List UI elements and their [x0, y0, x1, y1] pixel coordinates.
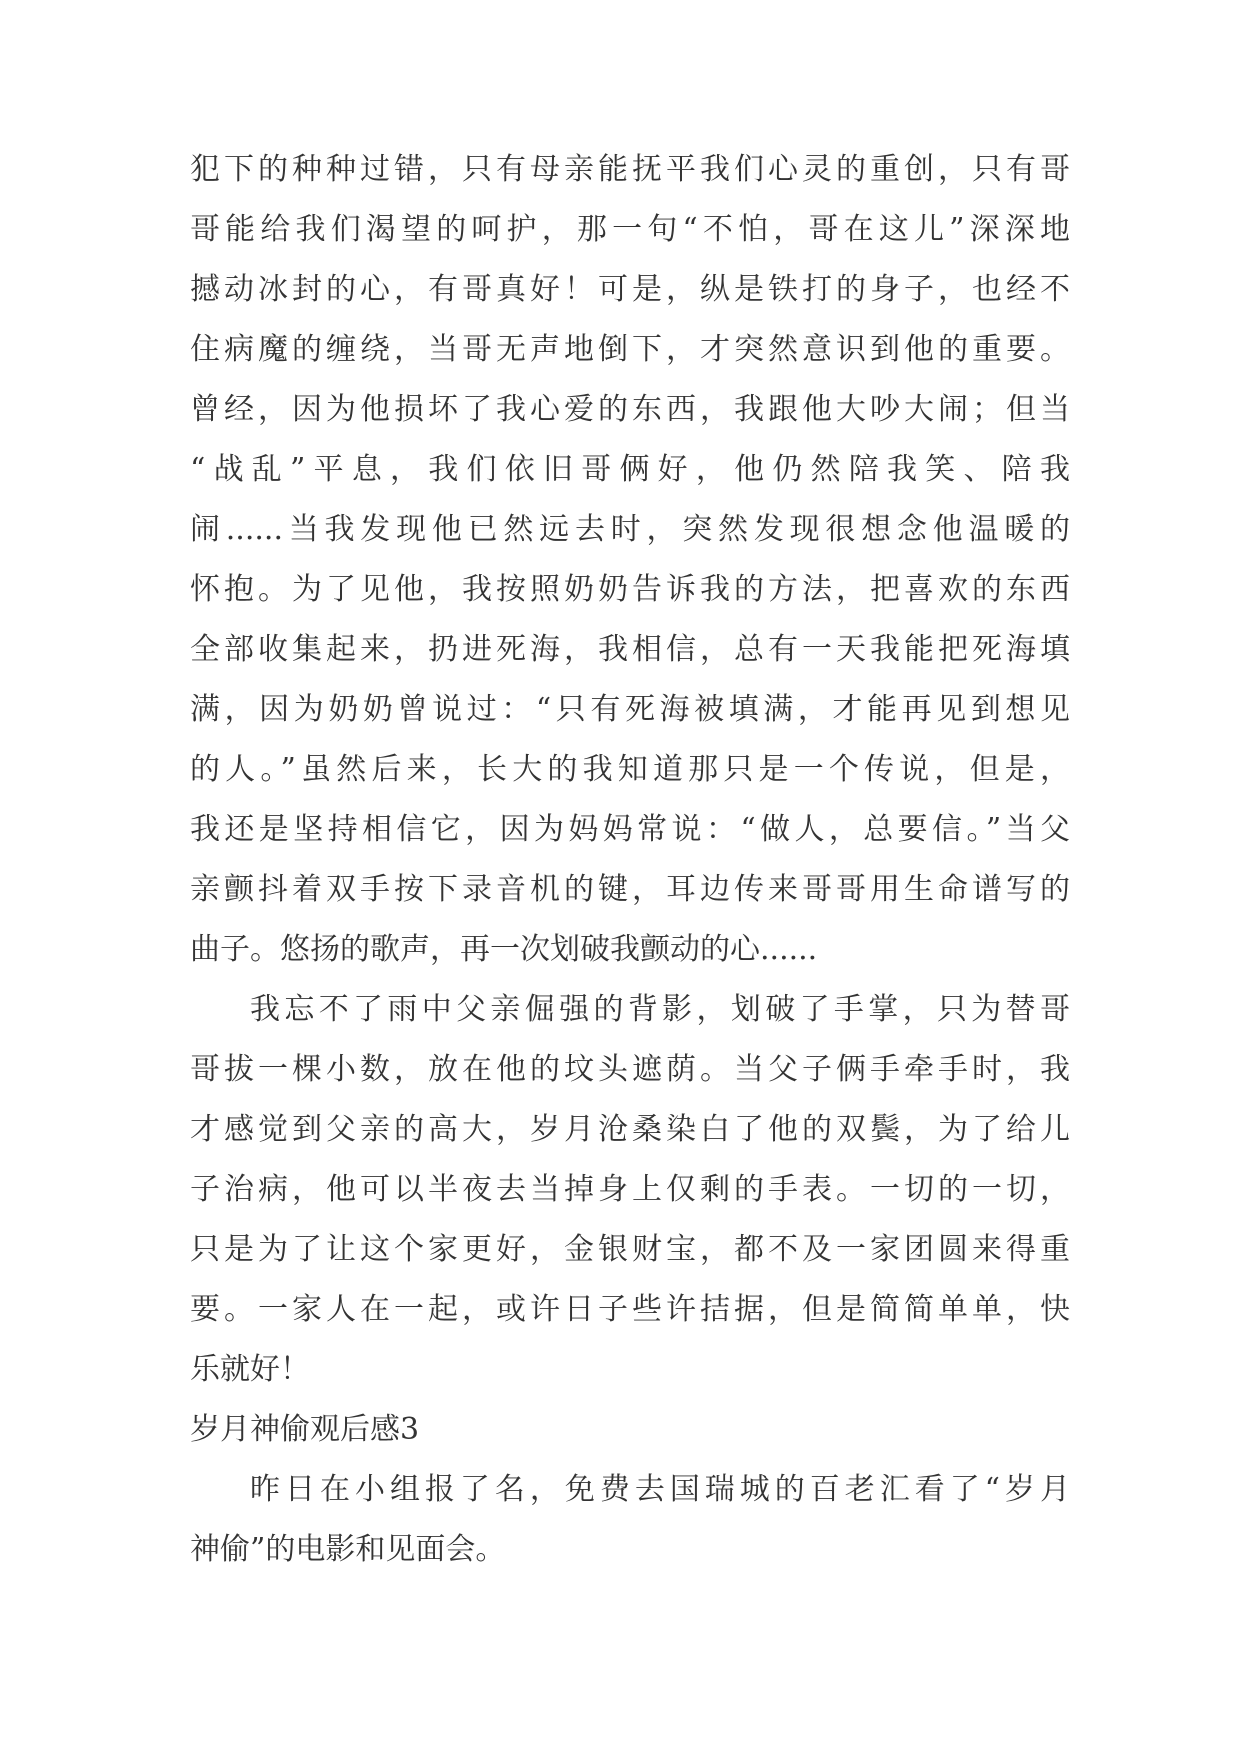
paragraph-line: 哥能给我们渴望的呵护，那一句“不怕，哥在这儿”深深地: [190, 212, 1070, 247]
paragraph-line: 曲子。悠扬的歌声，再一次划破我颤动的心......: [190, 932, 818, 967]
paragraph-line: 要。一家人在一起，或许日子些许拮据，但是简简单单，快: [190, 1292, 1070, 1327]
paragraph-line: 的人。”虽然后来，长大的我知道那只是一个传说，但是，: [190, 752, 1070, 787]
paragraph-line: 才感觉到父亲的高大，岁月沧桑染白了他的双鬓，为了给儿: [190, 1112, 1070, 1147]
paragraph-line: 亲颤抖着双手按下录音机的键，耳边传来哥哥用生命谱写的: [190, 872, 1070, 907]
paragraph-line: “战乱”平息，我们依旧哥俩好，他仍然陪我笑、陪我: [190, 452, 1070, 487]
paragraph-line: 闹......当我发现他已然远去时，突然发现很想念他温暖的: [190, 512, 1070, 547]
paragraph-line: 哥拔一棵小数，放在他的坟头遮荫。当父子俩手牵手时，我: [190, 1052, 1070, 1087]
paragraph-line: 昨日在小组报了名，免费去国瑞城的百老汇看了“岁月: [250, 1472, 1070, 1507]
paragraph-line: 我还是坚持相信它，因为妈妈常说：“做人，总要信。”当父: [190, 812, 1070, 847]
document-body: [190, 140, 1070, 1580]
paragraph-line: 怀抱。为了见他，我按照奶奶告诉我的方法，把喜欢的东西: [190, 572, 1070, 607]
paragraph-line: 全部收集起来，扔进死海，我相信，总有一天我能把死海填: [190, 632, 1070, 667]
paragraph-line: 住病魔的缠绕，当哥无声地倒下，才突然意识到他的重要。: [190, 332, 1070, 367]
paragraph-2: [190, 980, 1070, 1400]
section-heading: 岁月神偷观后感3: [190, 1412, 420, 1447]
paragraph-line: 我忘不了雨中父亲倔强的背影，划破了手掌，只为替哥: [250, 992, 1070, 1027]
paragraph-line: 只是为了让这个家更好，金银财宝，都不及一家团圆来得重: [190, 1232, 1070, 1267]
paragraph-line: 乐就好！: [190, 1352, 310, 1387]
paragraph-line: 犯下的种种过错，只有母亲能抚平我们心灵的重创，只有哥: [190, 152, 1070, 187]
paragraph-3: [190, 1460, 1070, 1580]
paragraph-1: [190, 140, 1070, 980]
paragraph-line: 满，因为奶奶曾说过：“只有死海被填满，才能再见到想见: [190, 692, 1070, 727]
paragraph-line: 子治病，他可以半夜去当掉身上仅剩的手表。一切的一切，: [190, 1172, 1070, 1207]
paragraph-line: 撼动冰封的心，有哥真好！可是，纵是铁打的身子，也经不: [190, 272, 1070, 307]
paragraph-line: 神偷”的电影和见面会。: [190, 1532, 506, 1567]
paragraph-line: 曾经，因为他损坏了我心爱的东西，我跟他大吵大闹；但当: [190, 392, 1070, 427]
